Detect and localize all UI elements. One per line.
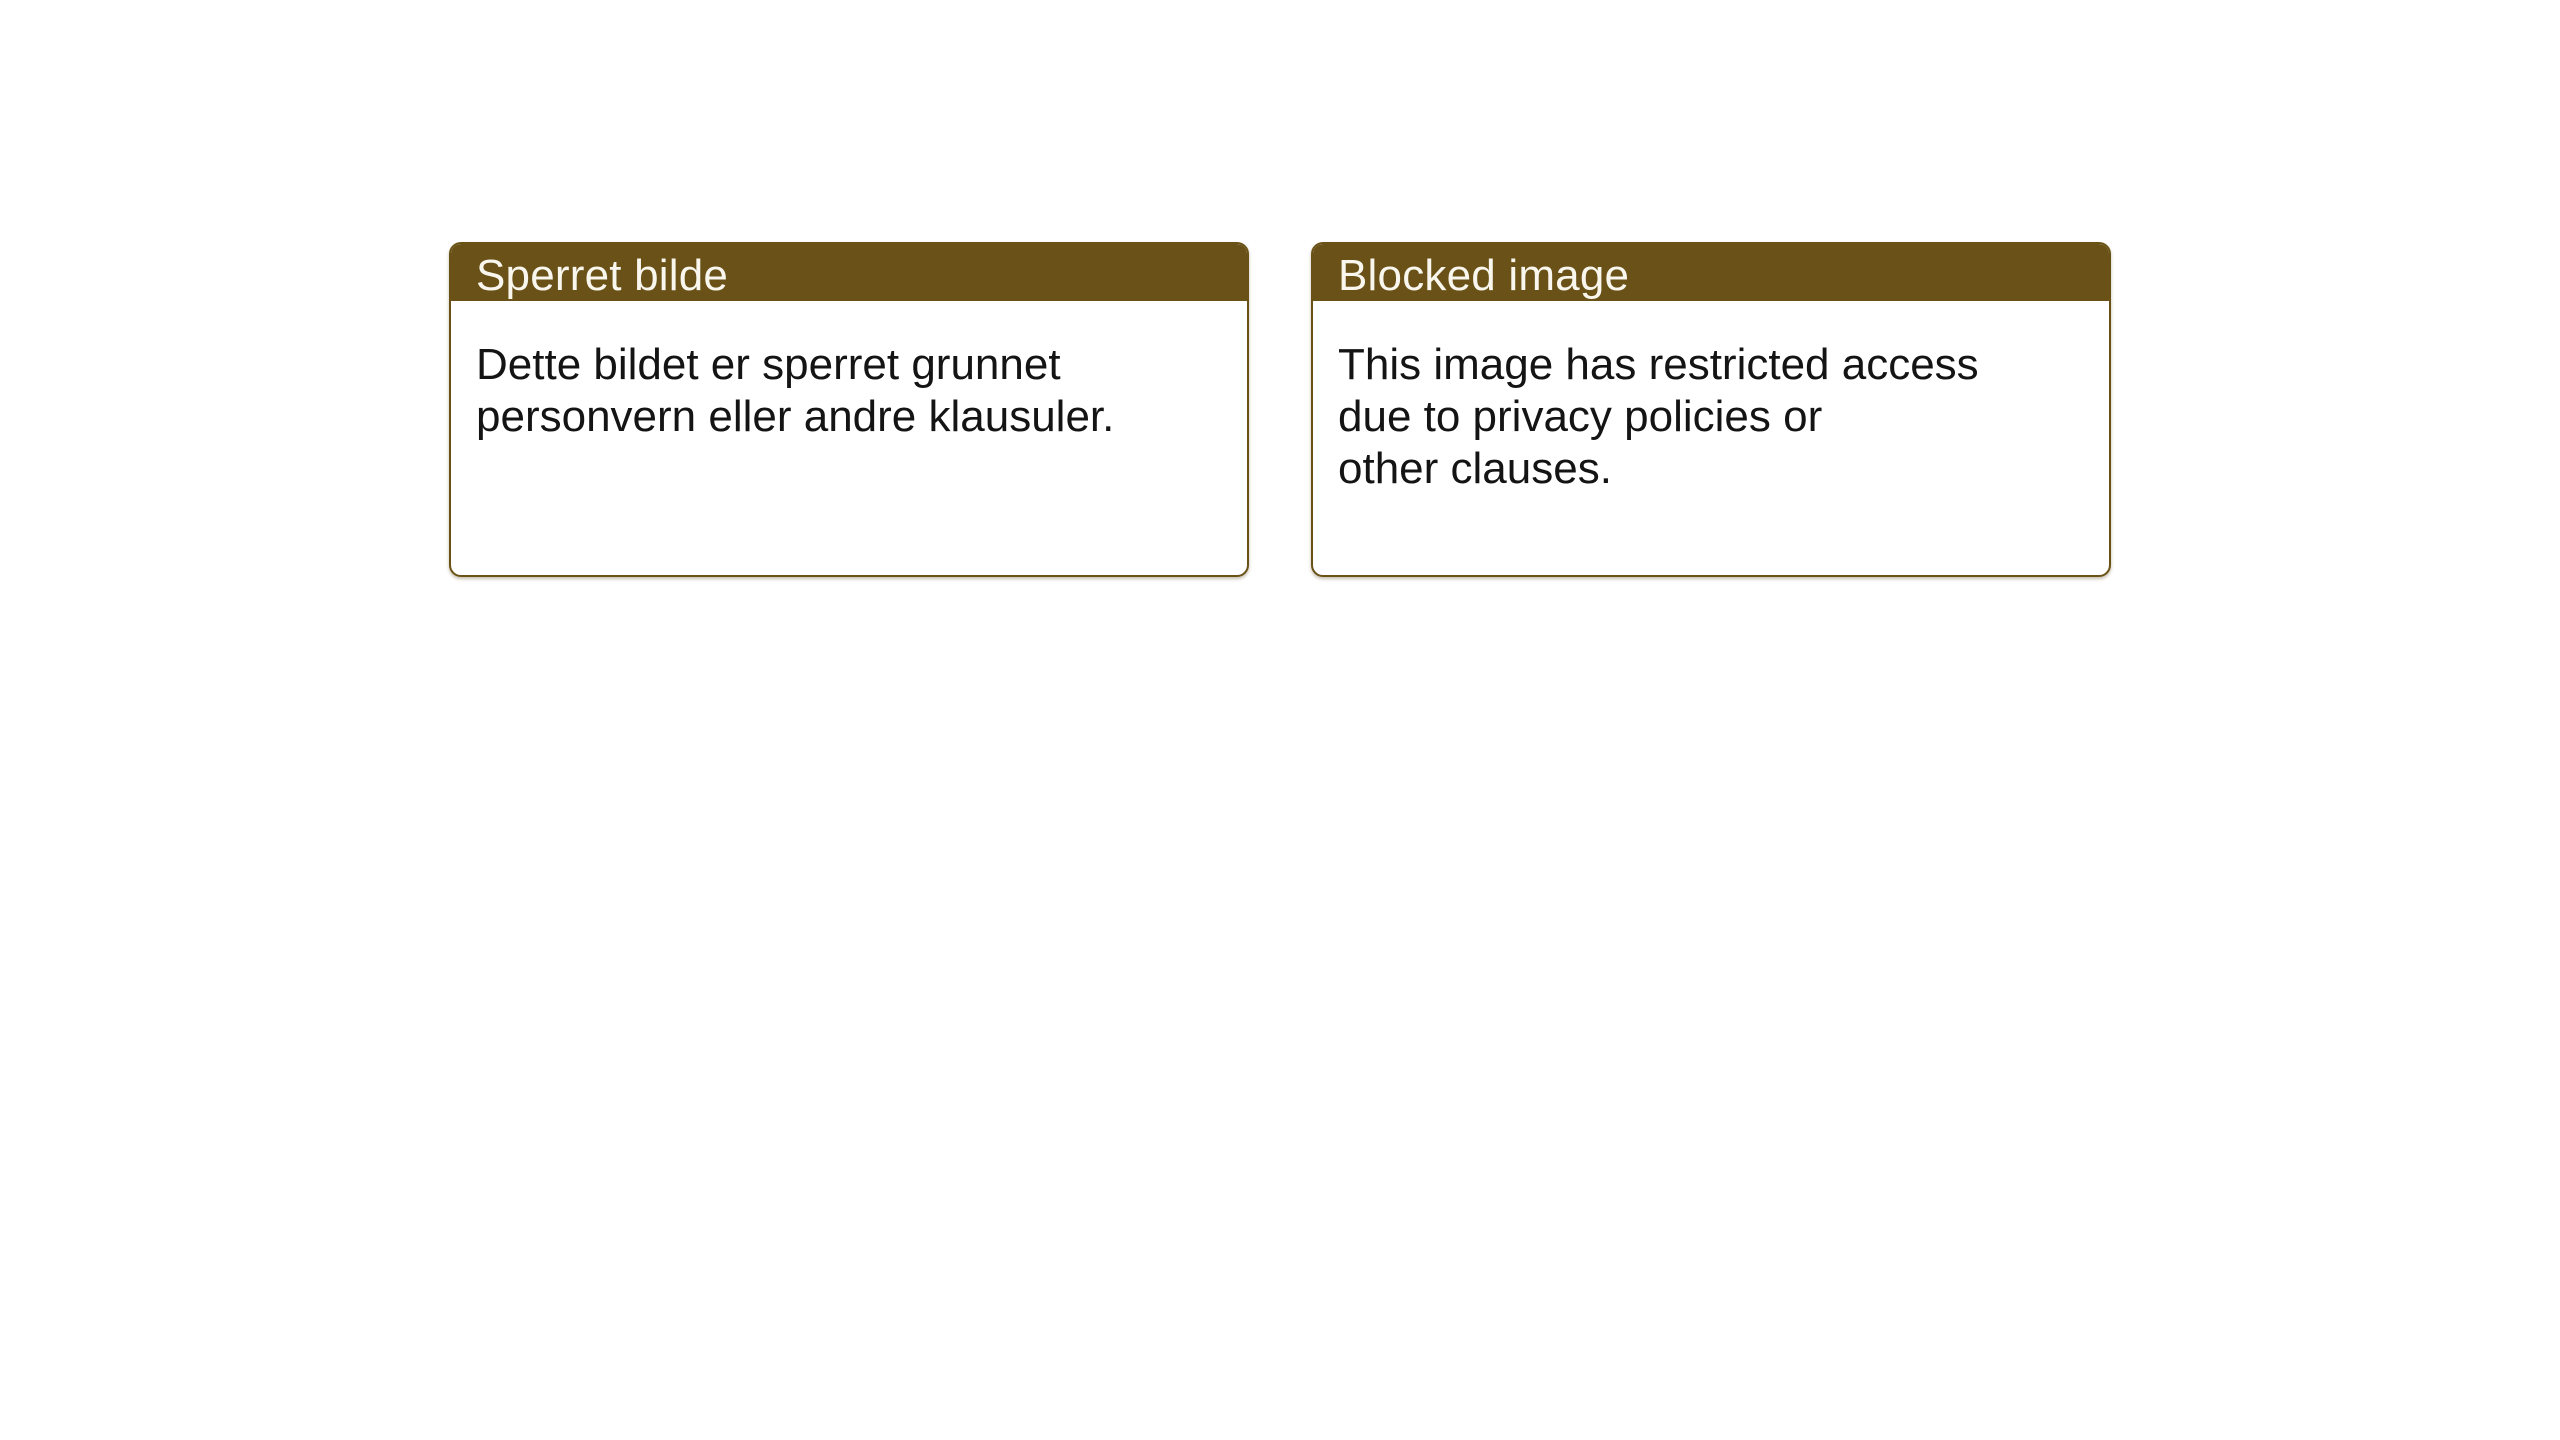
blocked-image-card-norwegian	[449, 242, 1249, 577]
card-header	[1313, 244, 2109, 301]
card-title: Blocked image	[1338, 250, 1630, 300]
card-body-line: personvern eller andre klausuler.	[476, 392, 1115, 441]
blocked-image-card-english	[1311, 242, 2111, 577]
card-title: Sperret bilde	[476, 250, 729, 300]
card-body-line: other clauses.	[1338, 444, 1612, 493]
card-body-line: This image has restricted access	[1338, 340, 1979, 389]
card-body-line: Dette bildet er sperret grunnet	[476, 340, 1061, 389]
card-body-line: due to privacy policies or	[1338, 392, 1823, 441]
card-body	[1313, 301, 2109, 495]
blocked-image-cards-row	[449, 242, 2111, 577]
card-body	[451, 301, 1247, 443]
card-header	[451, 244, 1247, 301]
